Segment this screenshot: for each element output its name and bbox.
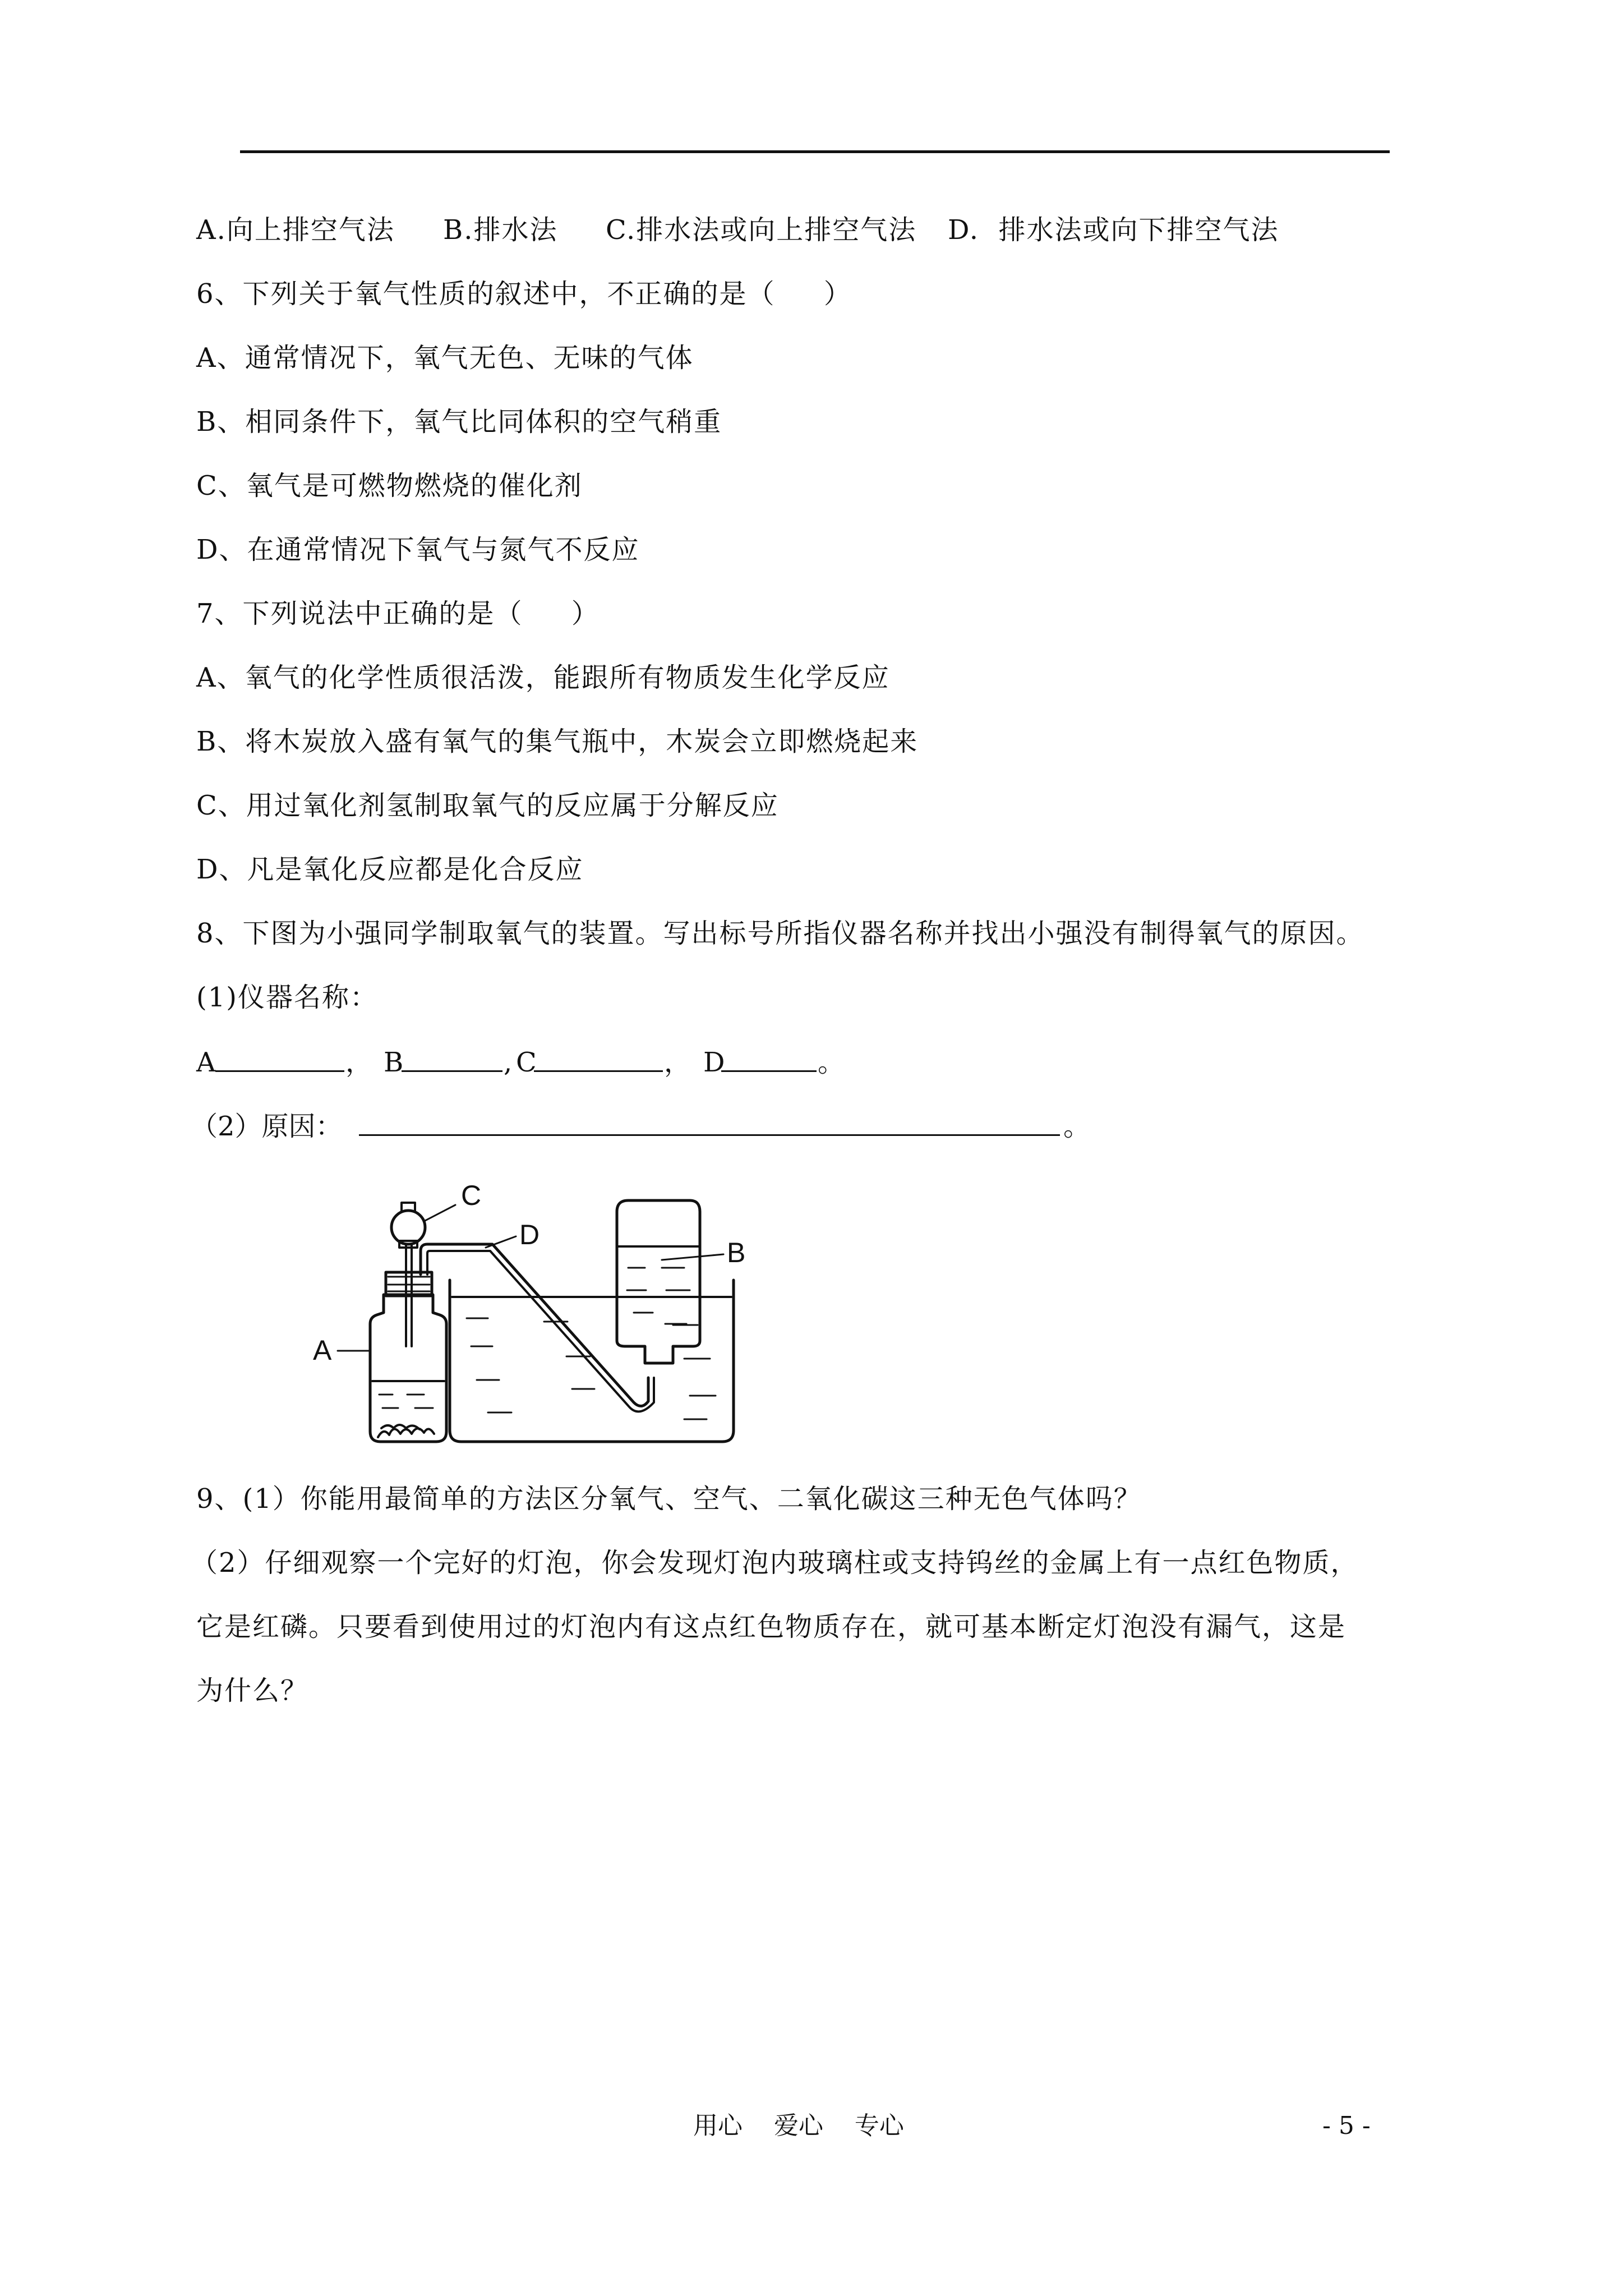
reason-blank-line[interactable] (359, 1108, 1060, 1136)
q6-option-d: D、在通常情况下氧气与氮气不反应 (196, 534, 640, 565)
q6-option-c: C、氧气是可燃物燃烧的催化剂 (196, 470, 583, 501)
q5-option-c: C.排水法或向上排空气法 (606, 214, 917, 246)
oxygen-apparatus-figure (303, 1178, 746, 1447)
figure-label-a: A (313, 1335, 332, 1366)
q9-line1: 9、(1）你能用最简单的方法区分氧气、空气、二氧化碳这三种无色气体吗？ (196, 1483, 1142, 1515)
blank-a-sep: ， (345, 1047, 373, 1078)
blank-b-sep: , (504, 1047, 513, 1078)
blank-b-label: B (384, 1047, 404, 1078)
q8-part2-label: （2）原因： (191, 1111, 343, 1142)
leader-b (662, 1254, 723, 1260)
figure-label-d: D (519, 1219, 540, 1250)
figure-label-c: C (461, 1180, 482, 1211)
flask-solid (378, 1425, 434, 1437)
blank-a-label: A (196, 1047, 216, 1078)
q6-option-a: A、通常情况下，氧气无色、无味的气体 (196, 342, 694, 374)
figure-label-b: B (727, 1237, 746, 1268)
leader-c (425, 1205, 455, 1221)
q8-part2 (191, 1108, 1091, 1288)
blank-d-end: 。 (818, 1047, 845, 1078)
q9-line4: 为什么？ (196, 1675, 309, 1706)
trough (450, 1280, 734, 1442)
delivery-tube-outer (421, 1244, 648, 1406)
flask-a-body (370, 1295, 446, 1442)
leader-d (486, 1236, 516, 1248)
q8-part2-end: 。 (1063, 1111, 1091, 1142)
q9-line3: 它是红磷。只要看到使用过的灯泡内有这点红色物质存在，就可基本断定灯泡没有漏气，这是 (196, 1611, 1347, 1642)
q6-option-b: B、相同条件下，氧气比同体积的空气稍重 (196, 406, 722, 438)
funnel-bulb (391, 1211, 425, 1244)
q8-stem: 8、下图为小强同学制取氧气的装置。写出标号所指仪器名称并找出小强没有制得氧气的原因。 (196, 918, 1364, 949)
blank-d-label: D (703, 1047, 725, 1078)
blank-c-label: C (516, 1047, 537, 1078)
blank-d-line[interactable] (721, 1045, 817, 1072)
q7-option-d: D、凡是氧化反应都是化合反应 (196, 854, 584, 885)
q6-stem: 6、下列关于氧气性质的叙述中，不正确的是（ ） (196, 278, 852, 310)
q8-part1: (1)仪器名称： (196, 982, 378, 1013)
q5-option-d: D. 排水法或向下排空气法 (948, 214, 1279, 246)
footer-motto: 用心 爱心 专心 (693, 2111, 904, 2140)
header-rule (240, 150, 1390, 153)
q7-option-c: C、用过氧化剂氢制取氧气的反应属于分解反应 (196, 790, 779, 821)
blank-a-line[interactable] (215, 1045, 344, 1072)
q5-option-a: A.向上排空气法 (196, 214, 395, 246)
q9-line2: （2）仔细观察一个完好的灯泡，你会发现灯泡内玻璃柱或支持钨丝的金属上有一点红色物质， (191, 1547, 1359, 1579)
page-number: - 5 - (1322, 2111, 1371, 2140)
q7-stem: 7、下列说法中正确的是（ ） (196, 598, 600, 629)
blank-c-sep: ， (664, 1047, 691, 1078)
gas-bottle-b (617, 1200, 700, 1363)
q7-option-b: B、将木炭放入盛有氧气的集气瓶中，木炭会立即燃烧起来 (196, 726, 919, 757)
blank-b-line[interactable] (402, 1045, 502, 1072)
q7-option-a: A、氧气的化学性质很活泼，能跟所有物质发生化学反应 (196, 662, 890, 693)
blank-c-line[interactable] (534, 1045, 663, 1072)
q5-option-b: B.排水法 (443, 214, 558, 246)
